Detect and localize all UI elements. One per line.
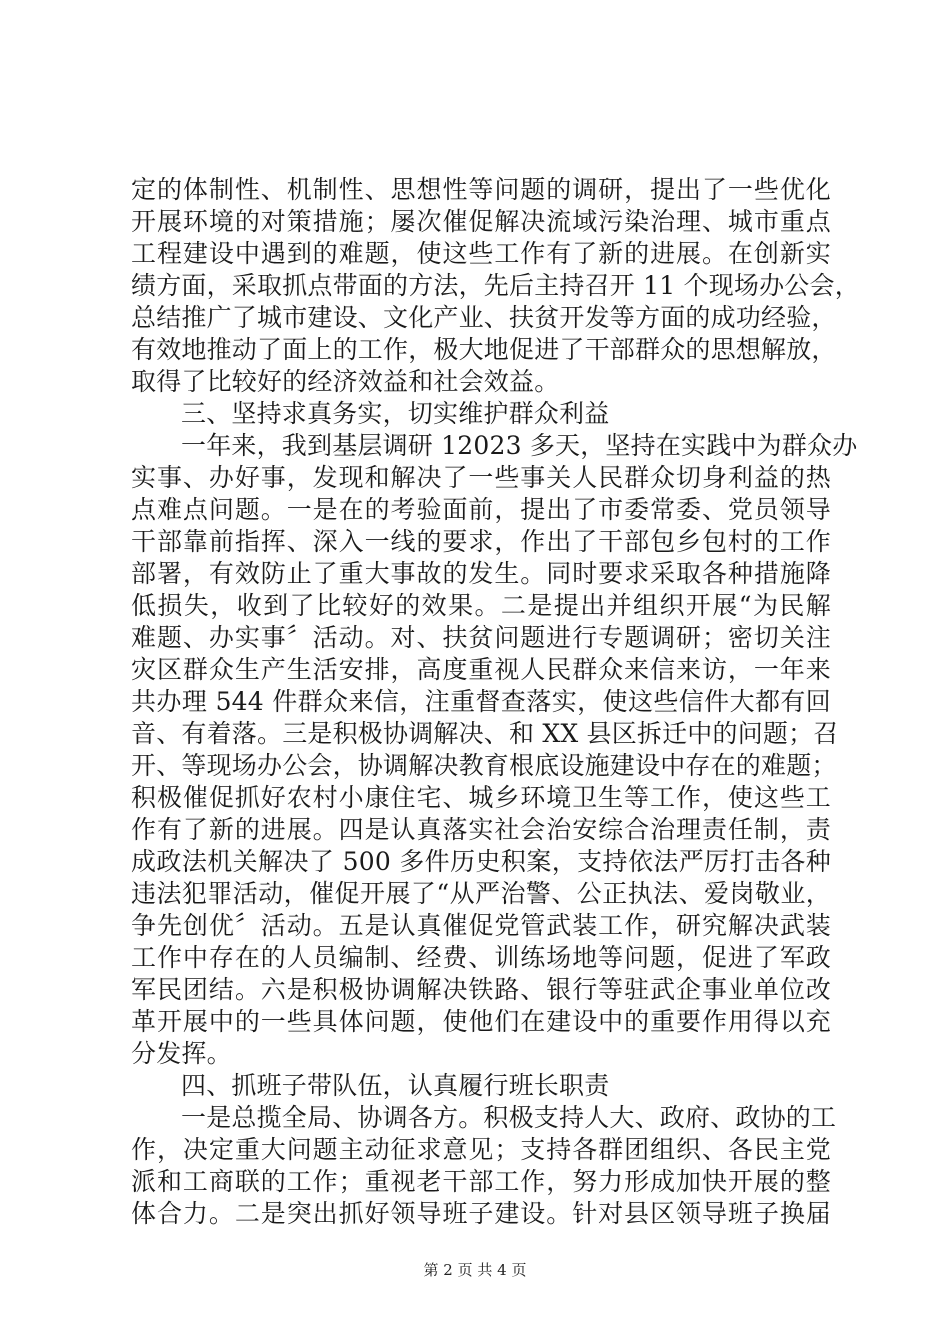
text-line: 体合力。二是突出抓好领导班子建设。针对县区领导班子换届: [131, 1199, 831, 1228]
text-line: 派和工商联的工作；重视老干部工作，努力形成加快开展的整: [131, 1167, 831, 1196]
text-line: 低损失，收到了比较好的效果。二是提出并组织开展“为民解: [131, 591, 831, 620]
section-heading: 三、坚持求真务实，切实维护群众利益: [181, 399, 610, 428]
text-line: 工程建设中遇到的难题，使这些工作有了新的进展。在创新实: [131, 239, 831, 268]
text-line: 点难点问题。一是在的考验面前，提出了市委常委、党员领导: [131, 495, 831, 524]
text-line: 灾区群众生产生活安排，高度重视人民群众来信来访，一年来: [131, 655, 831, 684]
text-line: 实事、办好事，发现和解决了一些事关人民群众切身利益的热: [131, 463, 831, 492]
text-line: 部署，有效防止了重大事故的发生。同时要求采取各种措施降: [131, 559, 831, 588]
text-line: 一年来，我到基层调研 12023 多天，坚持在实践中为群众办: [181, 431, 858, 460]
text-line: 音、有着落。三是积极协调解决、和 XX 县区拆迁中的问题；召: [131, 719, 839, 748]
text-line: 开展环境的对策措施；屡次催促解决流域污染治理、城市重点: [131, 207, 831, 236]
text-line: 分发挥。: [131, 1039, 232, 1068]
section-heading: 四、抓班子带队伍，认真履行班长职责: [181, 1071, 610, 1100]
text-line: 取得了比较好的经济效益和社会效益。: [131, 367, 560, 396]
text-line: 总结推广了城市建设、文化产业、扶贫开发等方面的成功经验，: [131, 303, 837, 332]
text-line: 积极催促抓好农村小康住宅、城乡环境卫生等工作，使这些工: [131, 783, 831, 812]
text-line: 干部靠前指挥、深入一线的要求，作出了干部包乡包村的工作: [131, 527, 831, 556]
page-number-footer: 第 2 页 共 4 页: [423, 1261, 527, 1279]
text-line: 有效地推动了面上的工作，极大地促进了干部群众的思想解放，: [131, 335, 837, 364]
text-line: 作有了新的进展。四是认真落实社会治安综合治理责任制，责: [131, 815, 831, 844]
document-body: [131, 174, 860, 1230]
text-line: 难题、办实事〞活动。对、扶贫问题进行专题调研；密切关注: [131, 623, 831, 652]
text-line: 开、等现场办公会，协调解决教育根底设施建设中存在的难题；: [131, 751, 837, 780]
text-line: 工作中存在的人员编制、经费、训练场地等问题，促进了军政: [131, 943, 831, 972]
text-line: 定的体制性、机制性、思想性等问题的调研，提出了一些优化: [131, 175, 831, 204]
text-line: 革开展中的一些具体问题，使他们在建设中的重要作用得以充: [131, 1007, 831, 1036]
text-line: 违法犯罪活动，催促开展了“从严治警、公正执法、爱岗敬业，: [131, 879, 831, 908]
text-line: 作，决定重大问题主动征求意见；支持各群团组织、各民主党: [131, 1135, 831, 1164]
text-line: 共办理 544 件群众来信，注重督查落实，使这些信件大都有回: [131, 687, 831, 716]
text-line: 一是总揽全局、协调各方。积极支持人大、政府、政协的工: [181, 1103, 837, 1132]
text-line: 争先创优〞活动。五是认真催促党管武装工作，研究解决武装: [131, 911, 831, 940]
text-line: 军民团结。六是积极协调解决铁路、银行等驻武企事业单位改: [131, 975, 831, 1004]
text-line: 成政法机关解决了 500 多件历史积案，支持依法严厉打击各种: [131, 847, 831, 876]
text-line: 绩方面，采取抓点带面的方法，先后主持召开 11 个现场办公会，: [131, 271, 860, 300]
